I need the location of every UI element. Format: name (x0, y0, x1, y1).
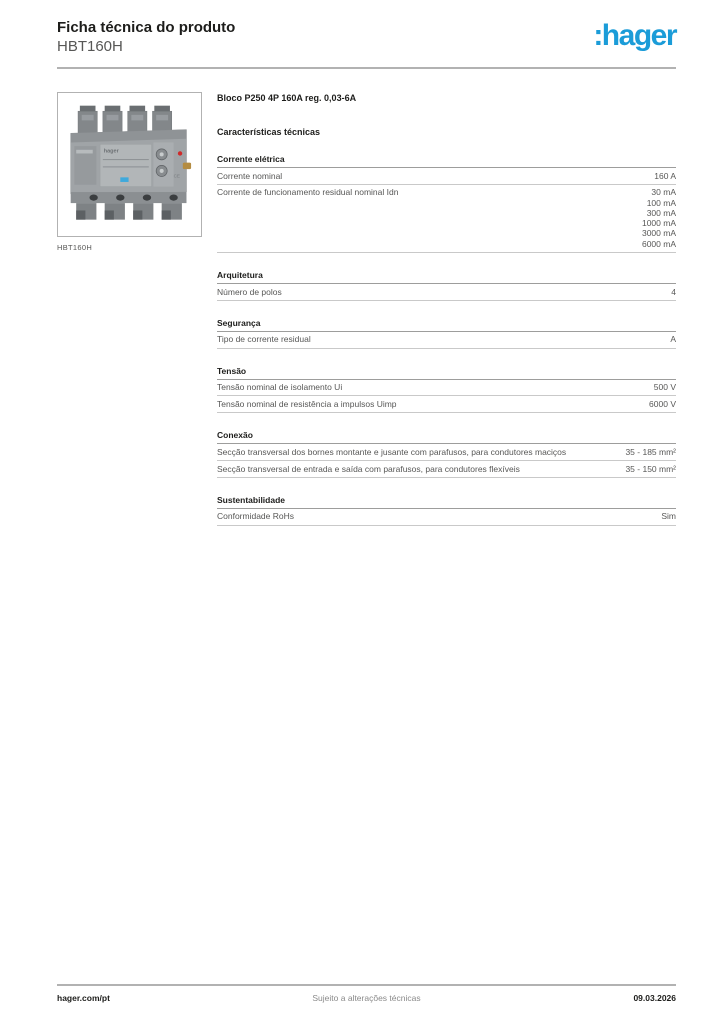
section-title: Segurança (217, 318, 676, 332)
spec-value: 6000 V (649, 398, 676, 409)
product-name: Bloco P250 4P 160A reg. 0,03-6A (217, 93, 357, 103)
spec-label: Tensão nominal de isolamento Ui (217, 382, 343, 393)
footer-disclaimer: Sujeito a alterações técnicas (312, 993, 421, 1003)
footer-divider (57, 984, 676, 986)
product-image-caption: HBT160H (57, 243, 93, 252)
spec-section-sustentabilidade (217, 495, 676, 526)
section-title: Arquitetura (217, 270, 676, 284)
spec-row (217, 380, 676, 397)
spec-value: 6000 mA (641, 238, 676, 249)
spec-label: Secção transversal de entrada e saída com parafusos, para condutores flexíveis (217, 463, 520, 474)
spec-column (217, 93, 676, 526)
product-image-frame (57, 92, 202, 237)
spec-value: 35 - 185 mm² (625, 446, 676, 457)
spec-value-list (634, 187, 676, 249)
spec-value: 500 V (653, 382, 676, 393)
section-title: Corrente elétrica (217, 154, 676, 168)
spec-label: Corrente de funcionamento residual nominal Idn (217, 187, 399, 198)
spec-label: Corrente nominal (217, 170, 283, 181)
spec-value: 160 A (654, 170, 676, 181)
spec-value: 3000 mA (641, 228, 676, 239)
spec-row (217, 168, 676, 185)
footer-website-link[interactable]: hager.com/pt (57, 993, 110, 1003)
spec-value: Sim (661, 511, 676, 522)
spec-row (217, 284, 676, 301)
svg-text:CE: CE (173, 173, 180, 179)
spec-label: Número de polos (217, 286, 282, 297)
spec-heading: Características técnicas (217, 127, 321, 137)
spec-value: 35 - 150 mm² (625, 463, 676, 474)
spec-row (217, 185, 676, 253)
hager-logo: :hager (593, 19, 676, 52)
spec-section-conexao (217, 430, 676, 478)
svg-text:hager: hager (103, 148, 119, 155)
spec-row (217, 396, 676, 413)
spec-value: A (670, 334, 676, 345)
spec-label: Secção transversal dos bornes montante e jusante com parafusos, para condutores maciços (217, 446, 567, 457)
spec-value: 4 (671, 286, 676, 297)
spec-label: Conformidade RoHs (217, 511, 295, 522)
spec-section-tensao (217, 366, 676, 414)
spec-section-seguranca (217, 318, 676, 349)
spec-section-arquitetura (217, 270, 676, 301)
spec-row (217, 444, 676, 461)
header-titles (57, 18, 235, 56)
spec-row (217, 509, 676, 526)
footer-date: 09.03.2026 (633, 993, 676, 1003)
header-divider (57, 67, 676, 69)
spec-section-corrente-eletrica (217, 154, 676, 253)
spec-value: 100 mA (646, 197, 676, 208)
footer (57, 993, 676, 1003)
page-title: Ficha técnica do produto (57, 19, 236, 36)
circuit-breaker-photo (65, 102, 194, 227)
spec-value: 30 mA (651, 187, 676, 198)
spec-label: Tensão nominal de resistência a impulsos Uimp (217, 398, 397, 409)
section-title: Sustentabilidade (217, 495, 676, 509)
product-reference: HBT160H (57, 38, 123, 55)
header (57, 18, 676, 56)
section-title: Conexão (217, 430, 676, 444)
product-image-column (57, 92, 202, 252)
spec-value: 1000 mA (641, 218, 676, 229)
section-title: Tensão (217, 366, 676, 380)
spec-row (217, 461, 676, 478)
spec-row (217, 332, 676, 349)
spec-value: 300 mA (646, 207, 676, 218)
spec-label: Tipo de corrente residual (217, 334, 311, 345)
